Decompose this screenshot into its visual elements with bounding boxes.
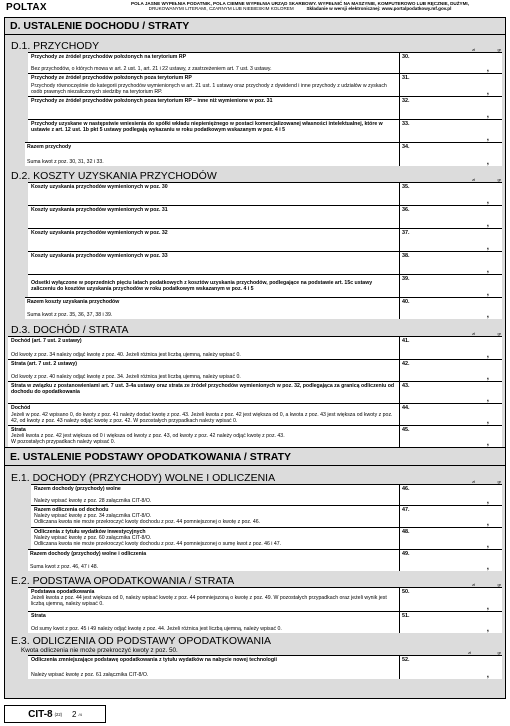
field-30: Przychody ze źródeł przychodów położonych na terytorium RP Bez przychodów, o których mowa w art. 2 ust. 1, art. 21 i 22 ustawy, z zastrzeżeniem art. 7 ust. 3 ustawy. 30. , [28,52,502,73]
field-50: Podstawa opodatkowania Jeżeli kwota z poz. 44 jest większa od 0, należy wpisać kwotę z poz. 44 pomniejszoną o kwotę z poz. 49. W pozostałych przypadkach oraz jeżeli wynik jest liczbą ujemną, należy wpisać 0. 50. , [28,587,502,611]
field-45: Strata Jeżeli kwota z poz. 42 jest większa od 0 i większa od kwoty z poz. 43, od kwoty z poz. 42 należy odjąć kwotę z poz. 43. W pozostałych przypadkach należy wpisać 0. 45. , [8,425,502,447]
field-37: Koszty uzyskania przychodów wymienionych w poz. 32 37. , [28,228,502,251]
section-e3-subtitle: Kwota odliczenia nie może przekroczyć kwoty z poz. 50. zł gr [5,647,505,655]
page-bottom-filler [5,679,505,699]
field-35: Koszty uzyskania przychodów wymienionych w poz. 30 35. , [28,182,502,205]
amount-input-42[interactable]: 42. , [402,361,489,381]
field-51: Strata Od sumy kwot z poz. 45 i 49 należy odjąć kwotę z poz. 44. Jeżeli różnica jest liczbą ujemną, należy wpisać 0. 51. , [28,611,502,633]
section-e2-rows [5,587,505,633]
section-d1-rows [5,52,505,166]
field-46: Razem dochody (przychody) wolne Należy wpisać kwotę z poz. 28 załącznika CIT-8/O. 46. , [31,484,502,505]
section-e-title: E. USTALENIE PODSTAWY OPODATKOWANIA / STRATY [5,447,505,466]
amount-input-30[interactable]: 30. , [402,54,489,73]
field-32: Przychody ze źródeł przychodów położonych poza terytorium RP – inne niż wymienione w poz. 31 32. , [28,96,502,119]
amount-input-44[interactable]: 44. , [402,405,489,425]
amount-input-34[interactable]: 34. , [402,144,489,166]
amount-input-38[interactable]: 38. , [402,253,489,274]
epuap-link[interactable]: Składanie w wersji elektronicznej: www.portalpodatkowy.mf.gov.pl [306,6,452,12]
brand-logo: POLTAX [6,2,47,13]
amount-input-50[interactable]: 50. , [402,589,489,611]
field-43: Strata w związku z postanowieniami art. 7 ust. 3-4a ustawy oraz strata ze źródeł przychodów wymienionych w poz. 32, podlegająca za granicą odliczeniu od dochodu do opodatkowania 43. , [8,381,502,403]
field-44: Dochód Jeżeli w poz. 42 wpisano 0, do kwoty z poz. 41 należy dodać kwotę z poz. 43. Jeżeli kwota z poz. 42 jest większa od 0, a kwota z poz. 43 jest większa od kwoty z poz. 42, od kwoty z poz. 43 należy odjąć kwotę z poz. 42. W pozostałych przypadkach należy wpisać 0. 44. , [8,403,502,425]
amount-input-52[interactable]: 52. , [402,657,489,679]
section-d2-rows [5,182,505,319]
amount-input-46[interactable]: 46. , [402,486,489,505]
field-34: Razem przychody Suma kwot z poz. 30, 31, 32 i 33. 34. , [25,142,502,166]
amount-input-43[interactable]: 43. , [402,383,489,403]
form-code-box [4,705,106,723]
amount-input-49[interactable]: 49. , [402,551,489,571]
field-49: Razem dochody (przychody) wolne i odliczenia Suma kwot z poz. 46, 47 i 48. 49. , [28,549,502,571]
field-33: Przychody uzyskane w następstwie wniesienia do spółki wkładu niepieniężnego w postaci komercjalizowanej własności intelektualnej, które w ustawie z art. 12 ust. 1b pkt 5 ustawy podlegają wykazaniu w roku podatkowym wskazanym w poz. 4 i 5 33. , [28,119,502,142]
amount-input-37[interactable]: 37. , [402,230,489,251]
field-47: Razem odliczenia od dochodu Należy wpisać kwotę z poz. 34 załącznika CIT-8/O. Odliczana kwota nie może przekroczyć kwoty dochodu z poz. 44 pomniejszonej o kwotę z poz. 46. 47. , [31,505,502,527]
section-d3-rows [5,336,505,447]
amount-input-51[interactable]: 51. , [402,613,489,633]
amount-input-36[interactable]: 36. , [402,207,489,228]
field-31: Przychody ze źródeł przychodów położonych poza terytorium RP Przychody równoczęśnie do kategorii przychodów wymienionych w art. 21 ust. 1 ustawy oraz przychody z dywidend i inne przychody z udziałów w zyskach osób prawnych niezaliczonych siedziby na terytorium RP. 31. , [28,73,502,96]
amount-input-41[interactable]: 41. , [402,338,489,359]
page-total: /4 [78,711,82,717]
form-version: (22) [54,711,63,717]
section-d2-title: D.2. KOSZTY UZYSKANIA PRZYCHODÓW zł gr [5,166,505,182]
form-page [4,17,506,699]
field-52: Odliczenia zmniejszające podstawę opodatkowania z tytułu wydatków na nabycie nowej technologii Należy wpisać kwotę z poz. 61 załącznika CIT-8/O. 52. , [28,655,502,679]
currency-gr: gr [497,47,501,52]
form-footer [0,700,510,726]
section-d1-title: D.1. PRZYCHODY zł gr [5,35,505,52]
amount-input-48[interactable]: 48. , [402,529,489,549]
amount-input-39[interactable]: 39. , [402,276,489,297]
field-36: Koszty uzyskania przychodów wymienionych w poz. 31 36. , [28,205,502,228]
form-header [4,0,506,17]
section-e2-title: E.2. PODSTAWA OPODATKOWANIA / STRATA zł gr [5,571,505,587]
form-code: CIT-8 [28,708,53,720]
field-41: Dochód (art. 7 ust. 2 ustawy) Od kwoty z poz. 34 należy odjąć kwotę z poz. 40. Jeżeli różnica jest liczbą ujemną, należy wpisać 0. 41. , [8,336,502,359]
amount-input-45[interactable]: 45. , [402,427,489,447]
page-number: 2 [72,709,77,719]
section-e3-rows [5,655,505,679]
amount-input-47[interactable]: 47. , [402,507,489,527]
field-40: Razem koszty uzyskania przychodów Suma kwot z poz. 35, 36, 37, 38 i 39. 40. , [25,297,502,319]
field-38: Koszty uzyskania przychodów wymienionych w poz. 33 38. , [28,251,502,274]
amount-input-35[interactable]: 35. , [402,184,489,205]
section-e1-rows [5,484,505,571]
field-42: Strata (art. 7 ust. 2 ustawy) Od kwoty z poz. 40 należy odjąć kwotę z poz. 34. Jeżeli różnica jest liczbą ujemną, należy wpisać 0. 42. , [8,359,502,381]
section-e3-title: E.3. ODLICZENIA OD PODSTAWY OPODATKOWANIA [5,633,505,647]
section-d-title: D. USTALENIE DOCHODU / STRATY [5,18,505,35]
amount-input-33[interactable]: 33. , [402,121,489,142]
field-48: Odliczenia z tytułu wydatków inwestycyjnych Należy wpisać kwotę z poz. 60 załącznika CIT-8/O. Odliczana kwota nie może przekroczyć kwoty dochodu z poz. 44 pomniejszonej o sumę kwot z poz. 46 i 47. 48. , [31,527,502,549]
section-d3-title: D.3. DOCHÓD / STRATA zł gr [5,319,505,336]
field-39: Odsetki wyłączone w poprzednich pięciu latach podatkowych z kosztów uzyskania przychodów, podlegające na podstawie art. 15c ustawy zaliczeniu do kosztów uzyskania przychodów w roku podatkowym wskazanym w poz. 4 i 5 39. , [28,274,502,297]
amount-input-31[interactable]: 31. , [402,75,489,96]
currency-zl: zł [472,47,475,52]
amount-input-32[interactable]: 32. , [402,98,489,119]
section-e1-title: E.1. DOCHODY (PRZYCHODY) WOLNE I ODLICZENIA zł gr [5,466,505,484]
filling-instructions: POLA JASNE WYPEŁNIA PODATNIK, POLA CIEMNE WYPEŁNIA URZĄD SKARBOWY. WYPEŁNIĆ NA MASZYNIE, KOMPUTEROWO LUB RĘCZNIE, DUŻYMI, DRUKOWANYMI LITERAMI, CZARNYM LUB NIEBIESKIM KOLOREM Składanie w wersji elektronicznej: www.portalpodatkowy.mf.gov.pl [131,1,469,12]
amount-input-40[interactable]: 40. , [402,299,489,319]
